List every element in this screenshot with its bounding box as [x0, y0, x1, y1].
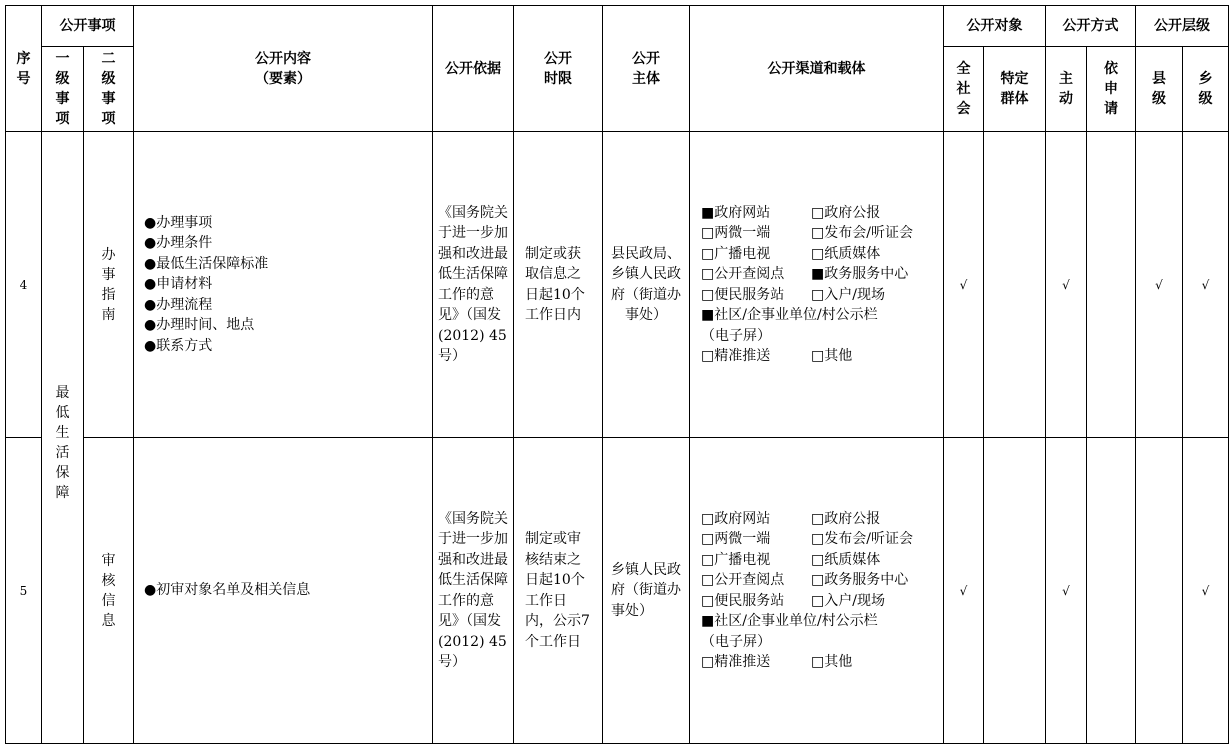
level-town-check: √ — [1183, 132, 1229, 438]
target-all-check: √ — [944, 438, 984, 744]
content-item: ●最低生活保障标准 — [144, 255, 269, 272]
channel-option-note: （电子屏） — [701, 633, 771, 650]
row-basis: 《国务院关于进一步加强和改进最低生活保障工作的意见》（国发(2012) 45号） — [433, 132, 514, 438]
channel-option: □其他 — [811, 654, 853, 670]
channel-option: □发布会/听证会 — [811, 225, 913, 241]
channel-option: □精准推送 — [701, 654, 771, 670]
content-item: ●办理时间、地点 — [144, 317, 255, 334]
row-channels — [690, 132, 944, 438]
header-target: 公开对象 — [944, 6, 1046, 47]
header-level1: 一级事项 — [42, 47, 84, 132]
content-item: ●办理流程 — [144, 296, 213, 313]
disclosure-table — [5, 5, 1229, 744]
channel-option: □便民服务站 — [701, 592, 785, 609]
header-content: 公开内容 （要素） — [134, 6, 433, 132]
target-all-check: √ — [944, 132, 984, 438]
target-group-check — [984, 438, 1046, 744]
header-method: 公开方式 — [1046, 6, 1136, 47]
header-limit: 公开 时限 — [514, 6, 603, 132]
channel-option: □入户/现场 — [811, 592, 885, 609]
channel-option: □广播电视 — [701, 551, 771, 568]
row-basis: 《国务院关于进一步加强和改进最低生活保障工作的意见》（国发(2012) 45号） — [433, 438, 514, 744]
channel-option: ■社区/企事业单位/村公示栏 — [701, 307, 878, 323]
row-limit: 制定或获取信息之日起10个工作日内 — [514, 132, 603, 438]
table-row — [6, 438, 1229, 744]
channel-option: □精准推送 — [701, 348, 771, 364]
row-subject: 乡镇人民政府（街道办事处） — [603, 438, 690, 744]
header-method-apply: 依申请 — [1087, 47, 1136, 132]
row-seq: 4 — [6, 132, 42, 438]
channel-option: □纸质媒体 — [811, 551, 881, 568]
channel-option: ■社区/企事业单位/村公示栏 — [701, 613, 878, 629]
channel-option: □公开查阅点 — [701, 266, 785, 282]
channel-option: □纸质媒体 — [811, 245, 881, 262]
row-subject: 县民政局、乡镇人民政府（街道办事处） — [603, 132, 690, 438]
channel-option: □发布会/听证会 — [811, 531, 913, 547]
header-seq: 序号 — [6, 6, 42, 132]
channel-option: □入户/现场 — [811, 286, 885, 303]
target-group-check — [984, 132, 1046, 438]
header-target-all: 全社会 — [944, 47, 984, 132]
channel-option: □政府公报 — [811, 204, 881, 221]
level-town-check: √ — [1183, 438, 1229, 744]
content-item: ●办理条件 — [144, 235, 213, 252]
method-apply-check — [1087, 438, 1136, 744]
content-item: ●申请材料 — [144, 276, 213, 293]
channel-option: □广播电视 — [701, 245, 771, 262]
header-channels: 公开渠道和载体 — [690, 6, 944, 132]
channel-option: ■政务服务中心 — [811, 266, 909, 282]
channel-option: □政务服务中心 — [811, 572, 909, 588]
header-level2: 二级事项 — [84, 47, 134, 132]
row-content — [134, 132, 433, 438]
header-target-group: 特定 群体 — [984, 47, 1046, 132]
channel-option-note: （电子屏） — [701, 327, 771, 344]
header-method-active: 主动 — [1046, 47, 1087, 132]
channel-option: □政府公报 — [811, 510, 881, 527]
level-county-check: √ — [1136, 132, 1183, 438]
row-content — [134, 438, 433, 744]
header-level: 公开层级 — [1136, 6, 1229, 47]
level2-item: 办事指南 — [84, 132, 134, 438]
level-county-check — [1136, 438, 1183, 744]
content-item: ●初审对象名单及相关信息 — [144, 582, 311, 599]
channel-option: □两微一端 — [701, 531, 771, 547]
channel-option: □便民服务站 — [701, 286, 785, 303]
level2-item: 审核信息 — [84, 438, 134, 744]
channel-option: ■政府网站 — [701, 204, 771, 221]
table-row — [6, 132, 1229, 438]
level1-item: 最低生活保障 — [42, 132, 84, 744]
channel-option: □公开查阅点 — [701, 572, 785, 588]
method-active-check: √ — [1046, 132, 1087, 438]
channel-option: □两微一端 — [701, 225, 771, 241]
header-level-town: 乡级 — [1183, 47, 1229, 132]
header-subject: 公开 主体 — [603, 6, 690, 132]
header-level-county: 县级 — [1136, 47, 1183, 132]
header-basis: 公开依据 — [433, 6, 514, 132]
header-items: 公开事项 — [42, 6, 134, 47]
row-limit: 制定或审核结束之日起10个工作日内，公示7个工作日 — [514, 438, 603, 744]
channel-option: □政府网站 — [701, 510, 771, 527]
method-active-check: √ — [1046, 438, 1087, 744]
content-item: ●联系方式 — [144, 337, 213, 354]
content-item: ●办理事项 — [144, 215, 213, 232]
row-channels — [690, 438, 944, 744]
method-apply-check — [1087, 132, 1136, 438]
row-seq: 5 — [6, 438, 42, 744]
channel-option: □其他 — [811, 348, 853, 364]
